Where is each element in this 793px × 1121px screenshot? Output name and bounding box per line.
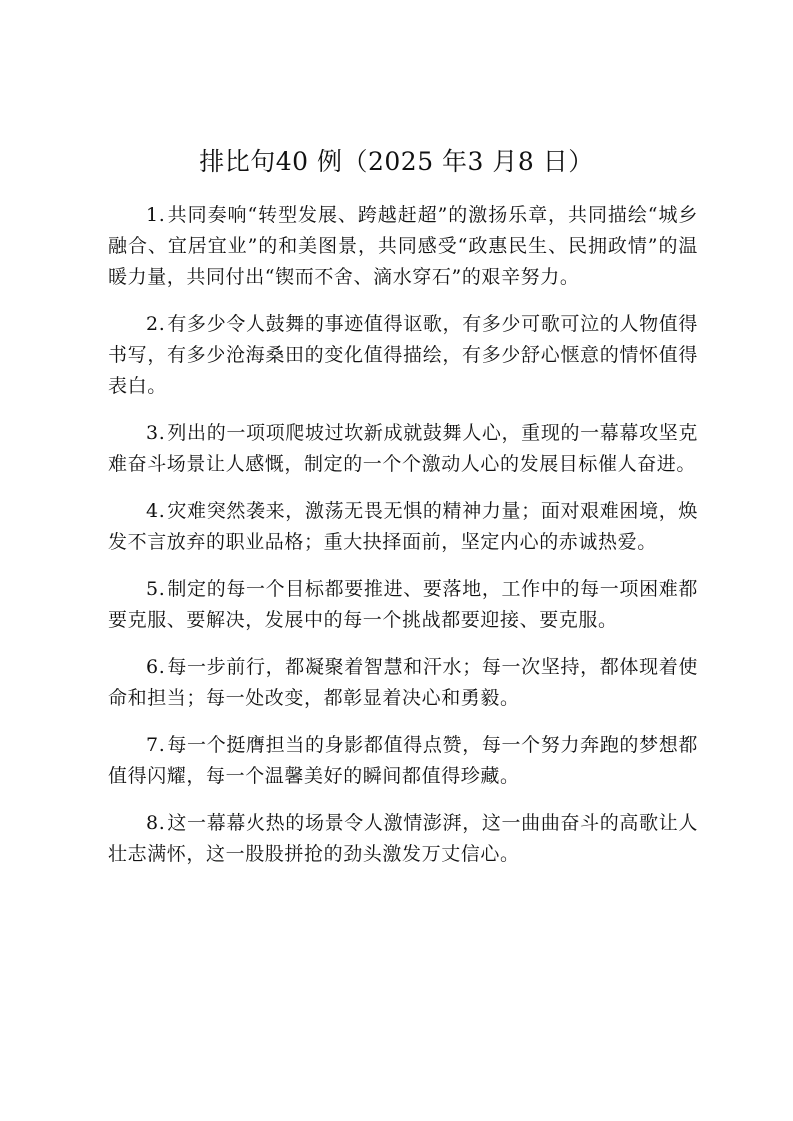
paragraph-text: 共同奏响“转型发展、跨越赶超”的激扬乐章，共同描绘“城乡融合、宜居宜业”的和美图景，共同感受“政惠民生、民拥政情”的温暖力量，共同付出“锲而不舍、滴水穿石”的艰辛努力。: [108, 204, 698, 288]
paragraph-number: 8.: [146, 812, 166, 834]
paragraph-3: [108, 418, 698, 480]
paragraph-number: 2.: [146, 313, 166, 335]
paragraph-number: 1.: [146, 204, 166, 226]
paragraph-number: 6.: [146, 656, 166, 678]
paragraph-number: 3.: [146, 422, 166, 444]
paragraph-4: [108, 496, 698, 558]
paragraph-text: 这一幕幕火热的场景令人激情澎湃，这一曲曲奋斗的高歌让人壮志满怀，这一股股拼抢的劲头激发万丈信心。: [108, 812, 698, 865]
paragraph-7: [108, 730, 698, 792]
page-title: 排比句40 例（2025 年3 月8 日）: [199, 147, 594, 176]
document-body: [108, 200, 698, 886]
paragraph-6: [108, 652, 698, 714]
paragraph-number: 5.: [146, 578, 166, 600]
paragraph-8: [108, 808, 698, 870]
paragraph-number: 4.: [146, 500, 166, 522]
paragraph-2: [108, 309, 698, 402]
paragraph-text: 灾难突然袭来，激荡无畏无惧的精神力量；面对艰难困境，焕发不言放弃的职业品格；重大抉择面前，坚定内心的赤诚热爱。: [108, 500, 698, 553]
paragraph-1: [108, 200, 698, 293]
paragraph-text: 列出的一项项爬坡过坎新成就鼓舞人心，重现的一幕幕攻坚克难奋斗场景让人感慨，制定的一个个激动人心的发展目标催人奋进。: [108, 422, 698, 475]
paragraph-number: 7.: [146, 734, 166, 756]
paragraph-text: 每一个挺膺担当的身影都值得点赞，每一个努力奔跑的梦想都值得闪耀，每一个温馨美好的瞬间都值得珍藏。: [108, 734, 698, 787]
paragraph-5: [108, 574, 698, 636]
paragraph-text: 有多少令人鼓舞的事迹值得讴歌，有多少可歌可泣的人物值得书写，有多少沧海桑田的变化值得描绘，有多少舒心惬意的情怀值得表白。: [108, 313, 698, 397]
paragraph-text: 每一步前行，都凝聚着智慧和汗水；每一次坚持，都体现着使命和担当；每一处改变，都彰显着决心和勇毅。: [108, 656, 698, 709]
paragraph-text: 制定的每一个目标都要推进、要落地，工作中的每一项困难都要克服、要解决，发展中的每一个挑战都要迎接、要克服。: [108, 578, 698, 631]
